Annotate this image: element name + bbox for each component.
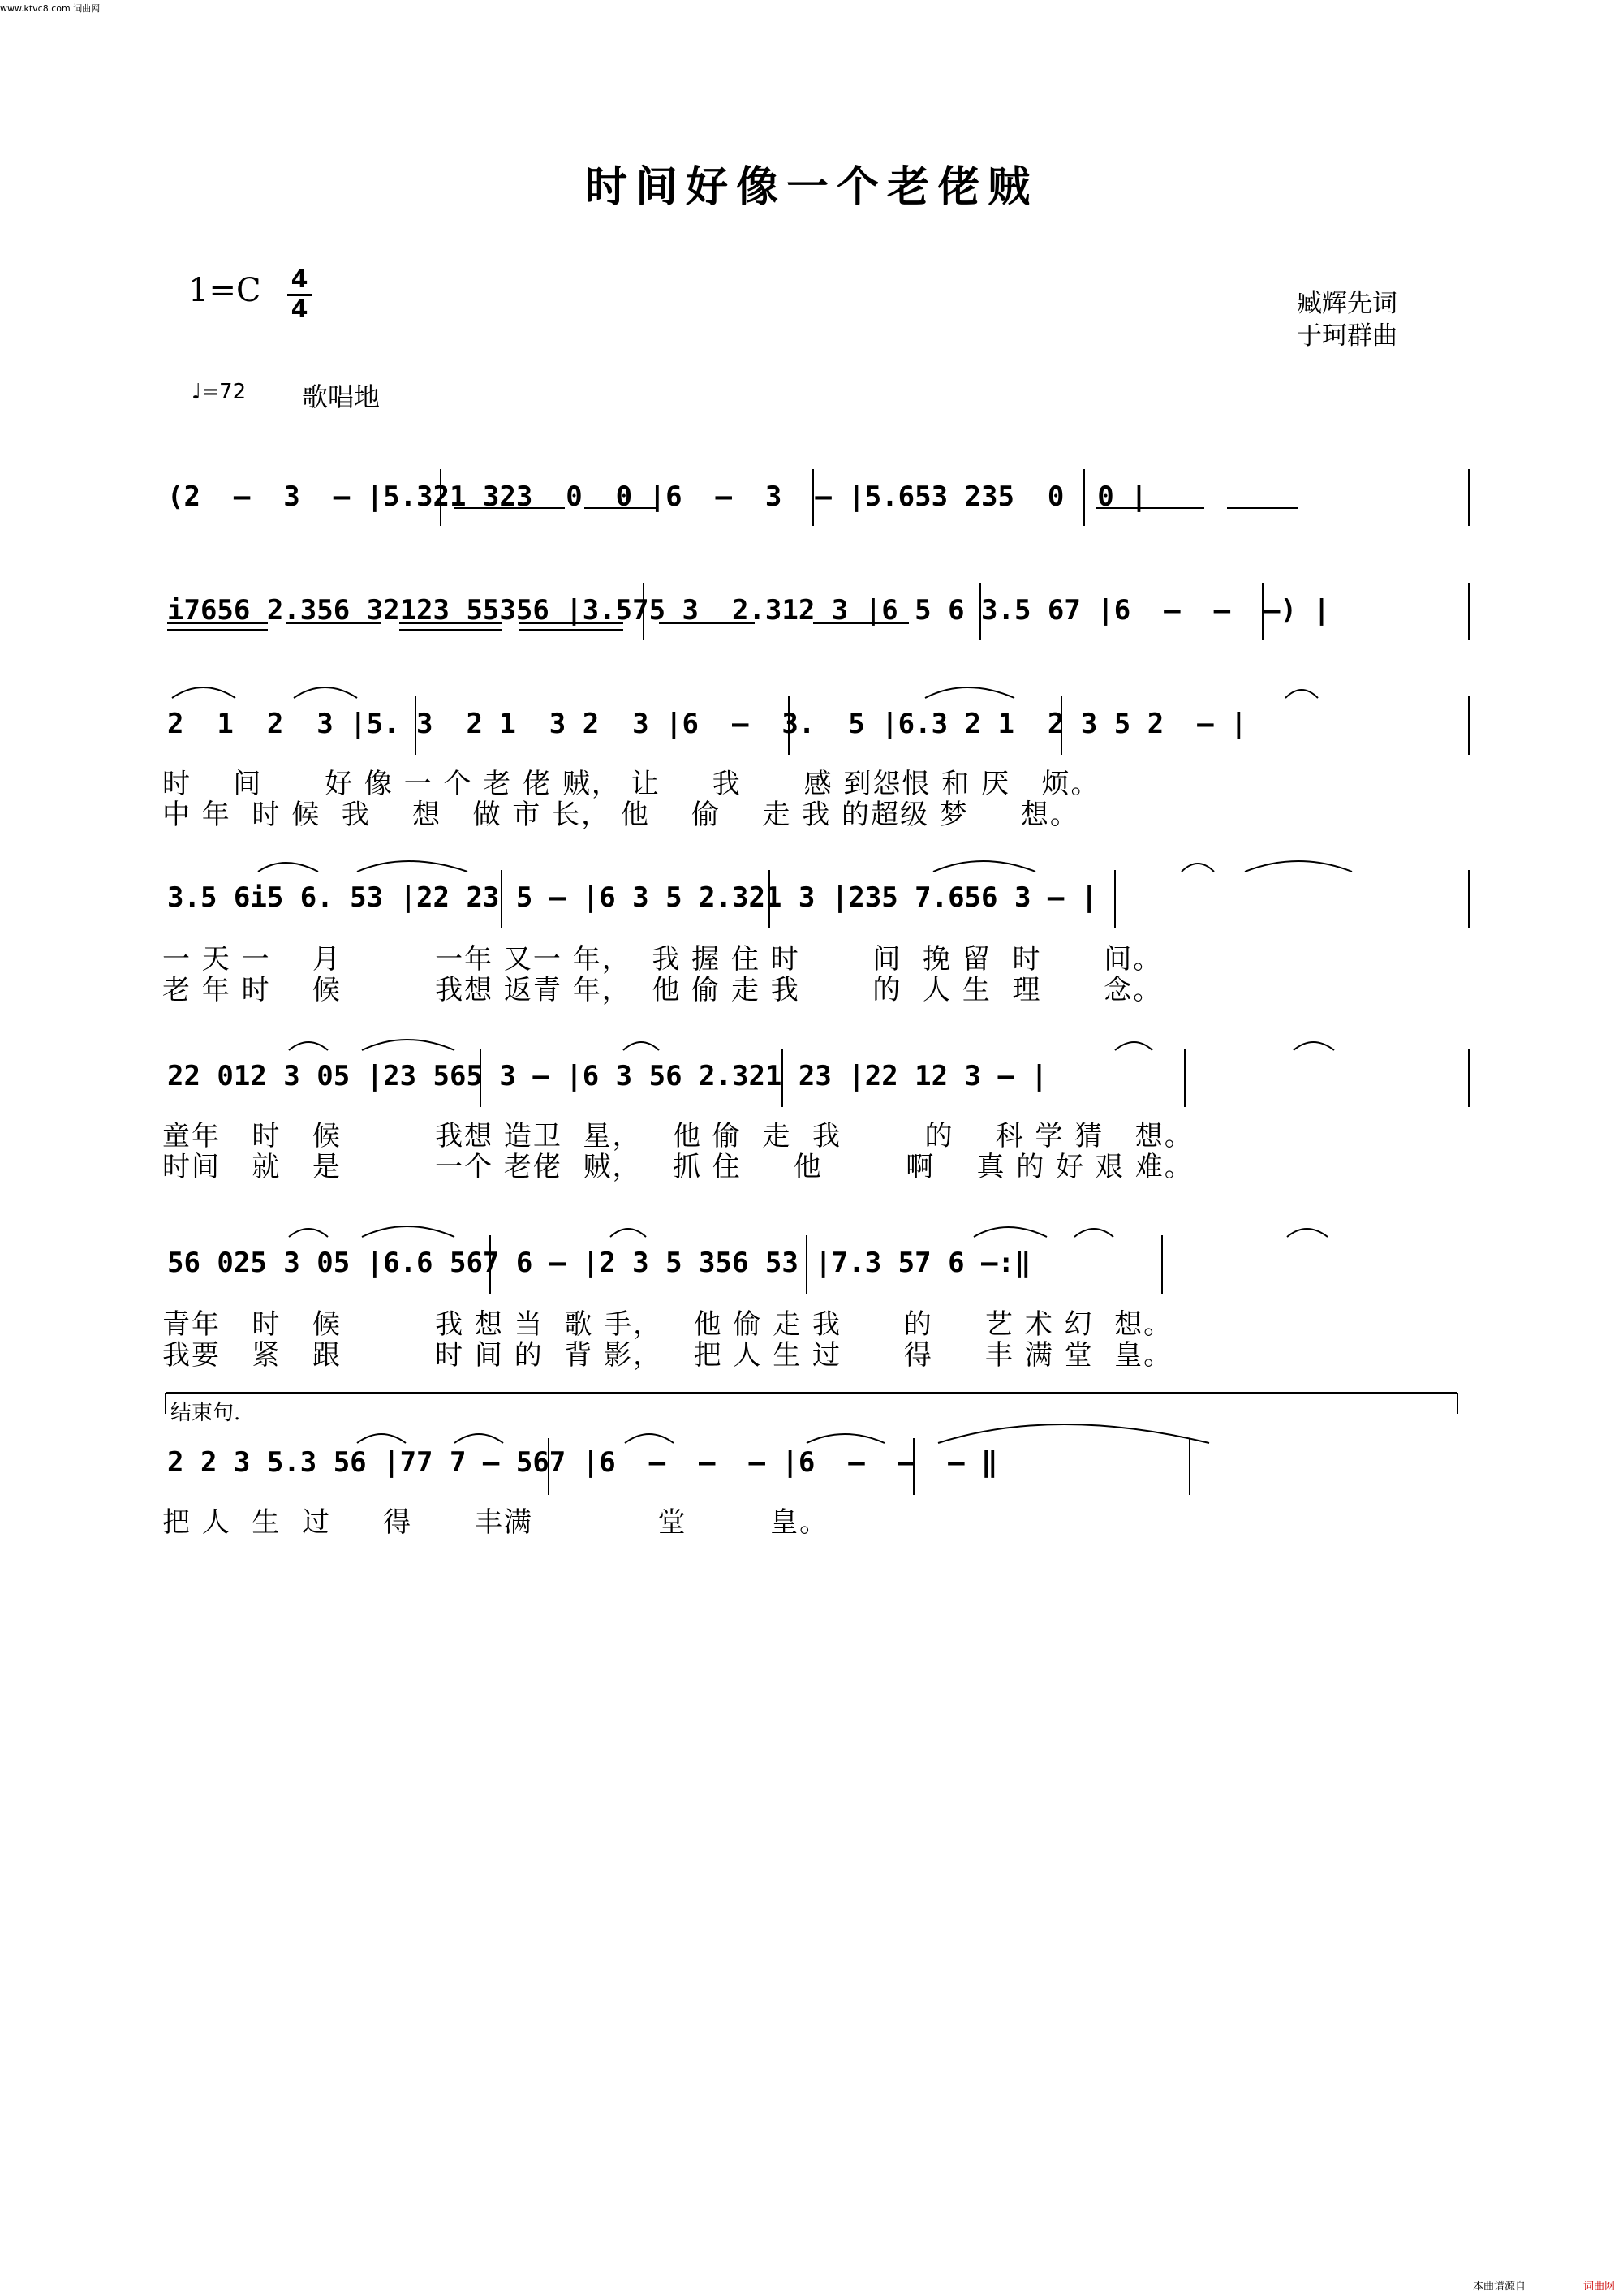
lyric-verse-2: 老 年 时 候 我想 返青 年， 他 偷 走 我 的 人 生 理 念。 bbox=[162, 974, 1163, 1006]
notes-row-1: (2 – 3 – |5.321 323 0 0 |6 – 3 – |5.653 235 0 0 | bbox=[167, 480, 1147, 513]
lyric-verse-1: 青年 时 候 我 想 当 歌 手， 他 偷 走 我 的 艺 术 幻 想。 bbox=[162, 1308, 1173, 1341]
composer-credit: 于珂群曲 bbox=[1297, 321, 1397, 351]
footer-source-text: 本曲谱源自 bbox=[1472, 2281, 1526, 2293]
score-row-1 bbox=[0, 469, 1623, 526]
time-signature bbox=[286, 266, 313, 324]
score-row-5 bbox=[0, 1032, 1623, 1195]
notes-row-6: 56 025 3 05 |6.6 567 6 – |2 3 5 356 53 |7.3 57 6 –:‖ bbox=[167, 1247, 1031, 1279]
lyric-verse-2: 我要 紧 跟 时 间 的 背 影， 把 人 生 过 得 丰 满 堂 皇。 bbox=[162, 1339, 1173, 1372]
lyric-verse-1: 一 天 一 月 一年 又一 年， 我 握 住 时 间 挽 留 时 间。 bbox=[162, 943, 1163, 976]
lyric-verse-2: 中 年 时 候 我 想 做 市 长， 他 偷 走 我 的超级 梦 想。 bbox=[162, 799, 1079, 831]
song-title: 时间好像一个老佬贼 bbox=[584, 162, 1038, 212]
lyric-verse-1: 时 间 好 像 一 个 老 佬 贼， 让 我 感 到怨恨 和 厌 烦。 bbox=[162, 768, 1100, 800]
lyricist-credit: 臧辉先词 bbox=[1297, 289, 1397, 318]
notes-row-3: 2 1 2 3 |5. 3 2 1 3 2 3 |6 – 3. 5 |6.3 2 1 2 3 5 2 – | bbox=[167, 708, 1247, 740]
score-row-ending bbox=[0, 1389, 1623, 1539]
score-row-3 bbox=[0, 680, 1623, 842]
score-row-2 bbox=[0, 583, 1623, 640]
expression-mark: 歌唱地 bbox=[302, 381, 381, 412]
lyric-verse-2: 时间 就 是 一个 老佬 贼， 抓 住 他 啊 真 的 好 艰 难。 bbox=[162, 1151, 1194, 1183]
footer-site-name[interactable]: 词曲网 bbox=[1582, 2281, 1615, 2293]
lyric-verse-1: 童年 时 候 我想 造卫 星， 他 偷 走 我 的 科 学 猜 想。 bbox=[162, 1120, 1194, 1152]
notes-row-5: 22 012 3 05 |23 565 3 – |6 3 56 2.321 23 |22 12 3 – | bbox=[167, 1060, 1048, 1092]
score-row-4 bbox=[0, 854, 1623, 1016]
source-url: www.ktvc8.com 词曲网 bbox=[0, 3, 101, 14]
lyric-ending: 把 人 生 过 得 丰满 堂 皇。 bbox=[162, 1506, 829, 1539]
notes-row-2: i7656 2.356 32123 55356 |3.575 3 2.312 3 |6 5 6 3.5 67 |6 – – –) | bbox=[167, 594, 1330, 627]
notes-row-ending: 2 2 3 5.3 56 |77 7 – 567 |6 – – – |6 – – – ‖ bbox=[167, 1446, 998, 1479]
key-signature: 1=C bbox=[188, 272, 261, 309]
time-signature-bottom: 4 bbox=[291, 295, 308, 324]
tempo-mark: ♩=72 bbox=[192, 380, 247, 404]
score-row-6 bbox=[0, 1219, 1623, 1381]
notes-row-4: 3.5 6i5 6. 53 |22 23 5 – |6 3 5 2.321 3 |235 7.656 3 – | bbox=[167, 881, 1098, 914]
ending-label: 结束句. bbox=[170, 1401, 241, 1425]
time-signature-top: 4 bbox=[291, 265, 308, 294]
